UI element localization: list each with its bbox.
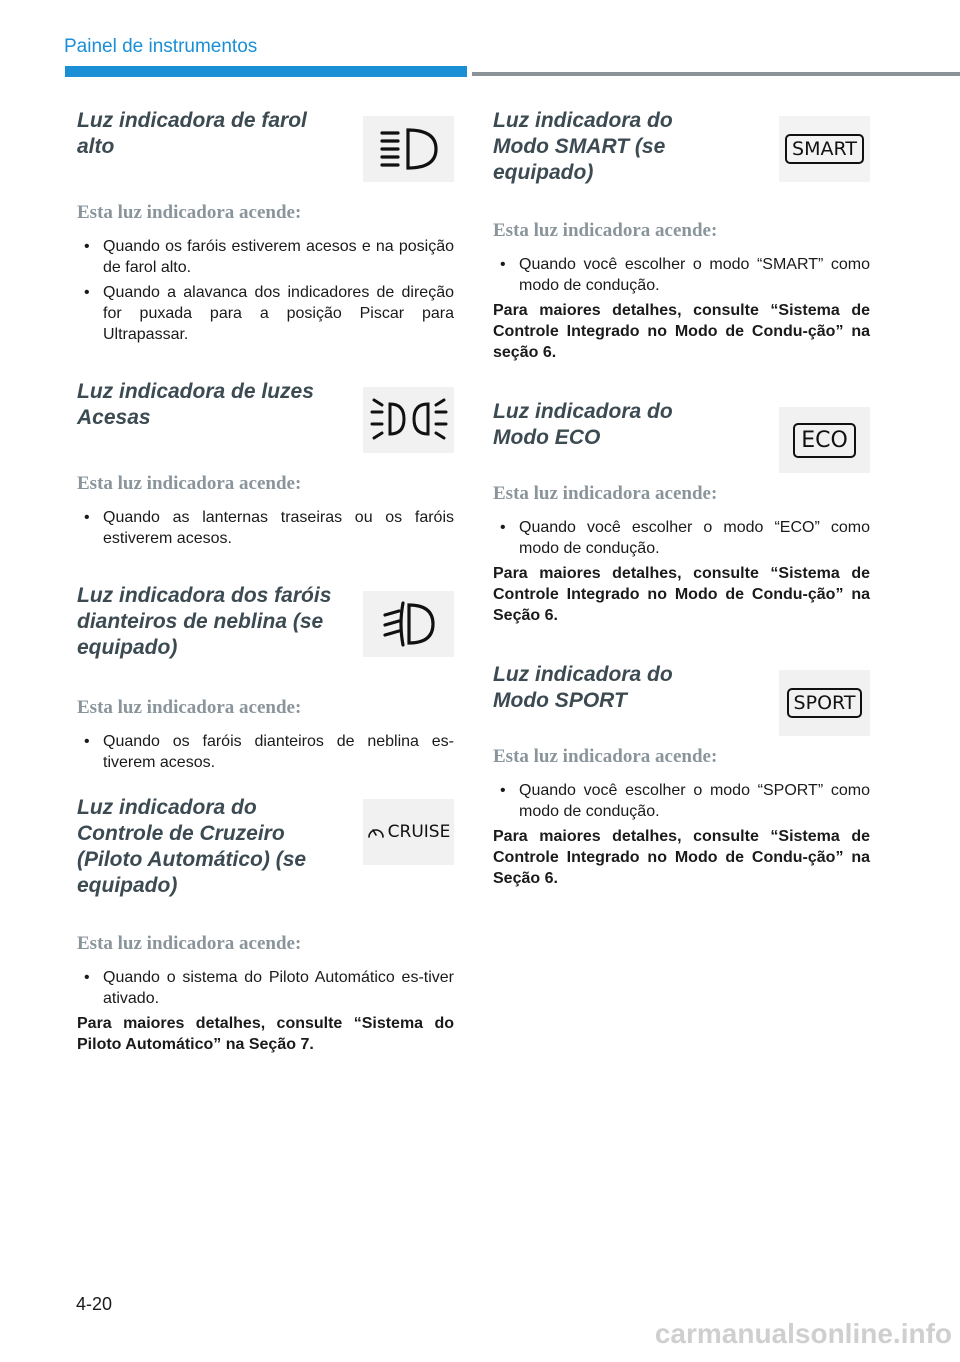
section-title: Luz indicadora de farol alto bbox=[77, 109, 307, 158]
section-title: Luz indicadora do Modo SMART (se equipado) bbox=[493, 109, 673, 184]
eco-mode-icon bbox=[779, 407, 870, 473]
section-title: Luz indicadora do Modo SPORT bbox=[493, 663, 673, 712]
section-subtitle: Esta luz indicadora acende: bbox=[493, 220, 718, 241]
bullet-item: • Quando as lanternas traseiras ou os faróis estiverem acesos. bbox=[77, 507, 454, 549]
eco-mode-icon-label: ECO bbox=[793, 423, 856, 458]
bullet-item: • Quando você escolher o modo “SPORT” como modo de condução. bbox=[493, 780, 870, 822]
section-front-fog bbox=[77, 583, 454, 773]
front-fog-icon bbox=[363, 591, 454, 657]
section-high-beam bbox=[77, 108, 454, 345]
section-cruise bbox=[77, 795, 454, 1055]
bullet-item: • Quando você escolher o modo “SMART” como modo de condução. bbox=[493, 254, 870, 296]
section-subtitle: Esta luz indicadora acende: bbox=[77, 697, 302, 718]
section-subtitle: Esta luz indicadora acende: bbox=[77, 202, 302, 223]
section-title: Luz indicadora do Controle de Cruzeiro (Piloto Automático) (se equipado) bbox=[77, 796, 307, 897]
cruise-icon bbox=[363, 799, 454, 865]
section-sport-mode bbox=[493, 662, 870, 889]
section-subtitle: Esta luz indicadora acende: bbox=[493, 483, 718, 504]
light-on-icon bbox=[363, 387, 454, 453]
section-title: Luz indicadora dos faróis dianteiros de neblina (se equipado) bbox=[77, 584, 332, 659]
bullet-item: • Quando você escolher o modo “ECO” como modo de condução. bbox=[493, 517, 870, 559]
bullet-item: • Quando o sistema do Piloto Automático es-tiver ativado. bbox=[77, 967, 454, 1009]
watermark: carmanualsonline.info bbox=[654, 1318, 952, 1349]
section-smart-mode bbox=[493, 108, 870, 363]
page-number: 4-20 bbox=[76, 1294, 113, 1314]
section-note: Para maiores detalhes, consulte “Sistema de Controle Integrado no Modo de Condu-ção” na Seção 6. bbox=[493, 565, 870, 624]
section-title: Luz indicadora do Modo ECO bbox=[493, 400, 673, 449]
section-note: Para maiores detalhes, consulte “Sistema de Controle Integrado no Modo de Condu-ção” na Seção 6. bbox=[493, 828, 870, 887]
smart-mode-icon-label: SMART bbox=[785, 134, 864, 164]
section-subtitle: Esta luz indicadora acende: bbox=[77, 933, 302, 954]
section-light-on bbox=[77, 379, 454, 549]
section-eco-mode bbox=[493, 399, 870, 626]
section-note: Para maiores detalhes, consulte “Sistema de Controle Integrado no Modo de Condu-ção” na seção 6. bbox=[493, 302, 870, 361]
section-note: Para maiores detalhes, consulte “Sistema do Piloto Automático” na Seção 7. bbox=[77, 1015, 454, 1053]
sport-mode-icon bbox=[779, 670, 870, 736]
section-title: Luz indicadora de luzes Acesas bbox=[77, 380, 314, 429]
high-beam-icon bbox=[363, 116, 454, 182]
right-column bbox=[493, 108, 870, 889]
section-subtitle: Esta luz indicadora acende: bbox=[77, 473, 302, 494]
smart-mode-icon bbox=[779, 116, 870, 182]
section-subtitle: Esta luz indicadora acende: bbox=[493, 746, 718, 767]
bullet-item: • Quando os faróis estiverem acesos e na posição de farol alto. bbox=[77, 236, 454, 278]
header-divider-bar bbox=[472, 72, 960, 76]
bullet-item: • Quando os faróis dianteiros de neblina es-tiverem acesos. bbox=[77, 731, 454, 773]
page-header-title: Painel de instrumentos bbox=[64, 36, 258, 57]
left-column bbox=[77, 108, 454, 1055]
sport-mode-icon-label: SPORT bbox=[787, 688, 863, 718]
header-accent-bar bbox=[65, 66, 467, 77]
cruise-icon-label: CRUISE bbox=[387, 822, 451, 842]
bullet-item: • Quando a alavanca dos indicadores de direção for puxada para a posição Piscar para Ultrapassar. bbox=[77, 282, 454, 345]
